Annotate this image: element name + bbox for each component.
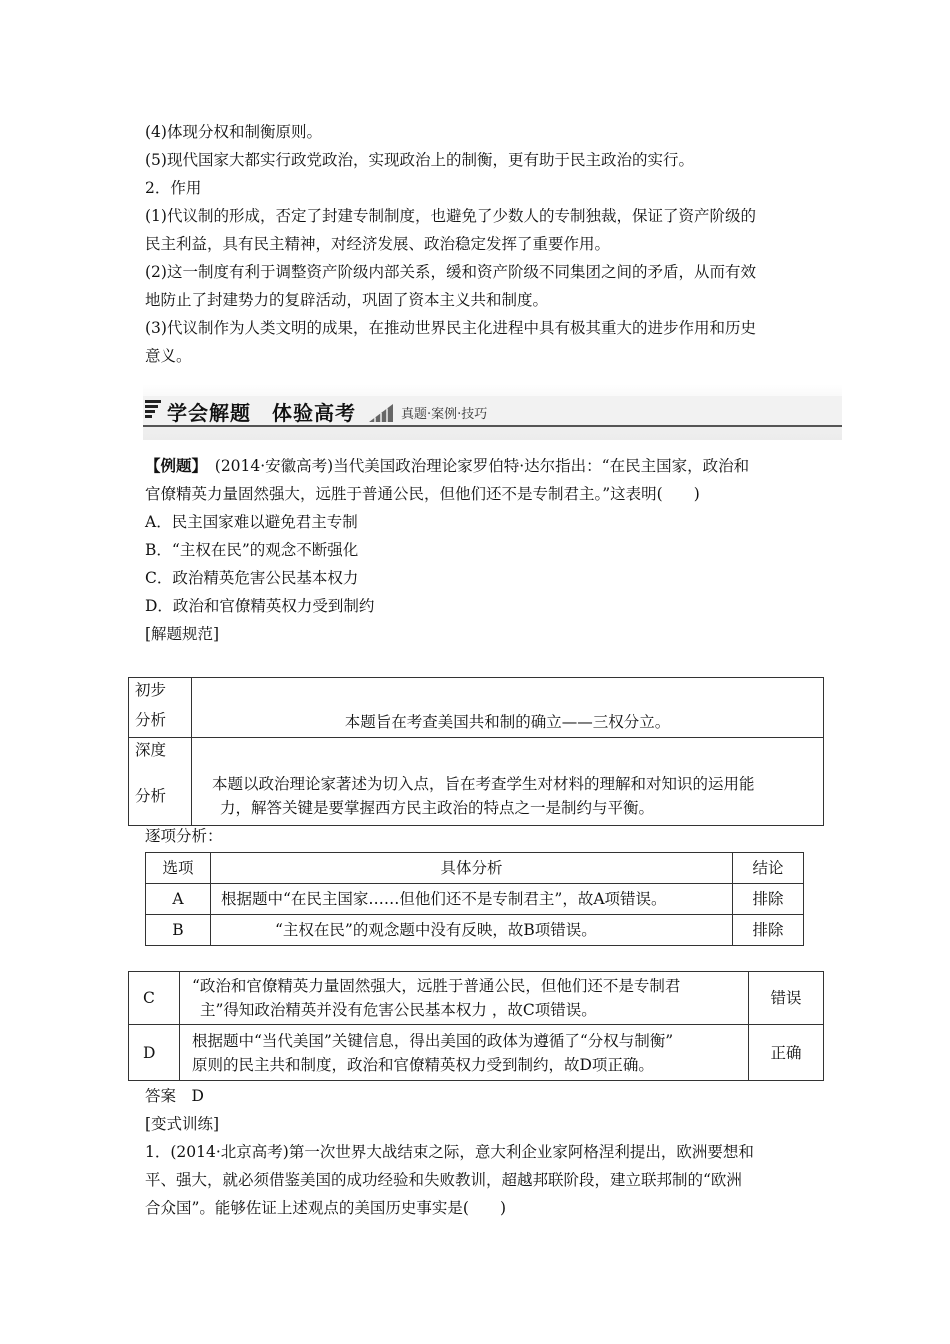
text-line: (4)体现分权和制衡原则。 [145, 123, 322, 141]
example-tag: 【例题】 [145, 456, 200, 475]
result-cell: 正确 [749, 1025, 824, 1081]
option-c: C．政治精英危害公民基本权力 [145, 569, 359, 587]
table-cell [192, 678, 824, 708]
analysis-table [128, 677, 824, 826]
guide-label: [解题规范] [145, 625, 220, 643]
table-cell [192, 738, 824, 768]
option-d: D．政治和官僚精英权力受到制约 [145, 597, 375, 615]
cell-line: 根据题中“当代美国”关键信息，得出美国的政体为遵循了“分权与制衡” [192, 1031, 674, 1050]
banner-subtitle: 真题·案例·技巧 [401, 407, 488, 422]
analysis-cell: “主权在民”的观念题中没有反映，故B项错误。 [211, 915, 733, 946]
example-line: 官僚精英力量固然强大，远胜于普通公民，但他们还不是专制君主。”这表明( ) [145, 485, 700, 503]
option-a: A．民主国家难以避免君主专制 [145, 513, 358, 531]
analysis-cell [180, 972, 749, 1025]
banner-title: 学会解题 体验高考 [167, 401, 356, 425]
text-line: 2．作用 [145, 179, 202, 197]
banner-strip [143, 396, 842, 427]
cell-line: 力，解答关键是要掌握西方民主政治的特点之一是制约与平衡。 [220, 799, 655, 818]
analysis-cell: 根据题中“在民主国家……但他们还不是专制君主”，故A项错误。 [211, 884, 733, 915]
option-cell: D [129, 1025, 180, 1081]
table-row [129, 1025, 824, 1081]
header-cell: 结论 [733, 853, 804, 884]
text-line: (2)这一制度有利于调整资产阶级内部关系，缓和资产阶级不同集团之间的矛盾，从而有效 [145, 263, 756, 281]
text-line: 意义。 [145, 347, 192, 365]
answer: 答案 D [145, 1087, 204, 1105]
text-line: (3)代议制作为人类文明的成果，在推动世界民主化进程中具有极其重大的进步作用和历史 [145, 319, 756, 337]
question-line: 平、强大，就必须借鉴美国的成功经验和失败教训，超越邦联阶段，建立联邦制的“欧洲 [145, 1171, 742, 1189]
option-cell: B [146, 915, 211, 946]
stairs-icon [369, 404, 393, 422]
table-cell [192, 768, 824, 826]
table-row [129, 972, 824, 1025]
result-cell: 错误 [749, 972, 824, 1025]
option-cell: A [146, 884, 211, 915]
option-b: B．“主权在民”的观念不断强化 [145, 541, 359, 559]
row-label: 分析 [129, 768, 192, 826]
header-cell: 具体分析 [211, 853, 733, 884]
table-row [146, 915, 804, 946]
header-cell: 选项 [146, 853, 211, 884]
section-banner [143, 384, 842, 440]
question-line: 1．(2014·北京高考)第一次世界大战结束之际，意大利企业家阿格涅利提出，欧洲要想和 [145, 1143, 754, 1161]
item-analysis-label: 逐项分析： [145, 827, 223, 845]
table-cell: 本题旨在考查美国共和制的确立——三权分立。 [192, 708, 824, 738]
variant-label: [变式训练] [145, 1115, 220, 1133]
options-table-continued [128, 971, 824, 1081]
result-cell: 排除 [733, 915, 804, 946]
cell-line: 原则的民主共和制度，政治和官僚精英权力受到制约，故D项正确。 [192, 1055, 654, 1074]
table-row [146, 884, 804, 915]
cell-line: 本题以政治理论家著述为切入点，旨在考查学生对材料的理解和对知识的运用能 [212, 775, 755, 794]
options-table [145, 852, 804, 946]
result-cell: 排除 [733, 884, 804, 915]
text-line: 地防止了封建势力的复辟活动，巩固了资本主义共和制度。 [145, 291, 549, 309]
question-line: 合众国”。能够佐证上述观点的美国历史事实是( ) [145, 1199, 507, 1217]
text-line: 民主利益，具有民主精神，对经济发展、政治稳定发挥了重要作用。 [145, 235, 611, 253]
option-cell: C [129, 972, 180, 1025]
row-label: 深度 [129, 738, 192, 768]
analysis-cell [180, 1025, 749, 1081]
cell-line: “政治和官僚精英力量固然强大，远胜于普通公民，但他们还不是专制君 [192, 977, 681, 995]
row-label: 分析 [129, 708, 192, 738]
row-label: 初步 [129, 678, 192, 708]
example-text: (2014·安徽高考)当代美国政治理论家罗伯特·达尔指出：“在民主国家，政治和 [199, 457, 750, 475]
text-line: (5)现代国家大都实行政党政治，实现政治上的制衡，更有助于民主政治的实行。 [145, 151, 694, 169]
cell-line: 主”得知政治精英并没有危害公民基本权力 ，故C项错误。 [200, 1001, 597, 1019]
example-line [145, 455, 749, 477]
text-line: (1)代议制的形成，否定了封建专制制度，也避免了少数人的专制独裁，保证了资产阶级的 [145, 207, 756, 225]
flag-stripes-icon [145, 400, 161, 418]
